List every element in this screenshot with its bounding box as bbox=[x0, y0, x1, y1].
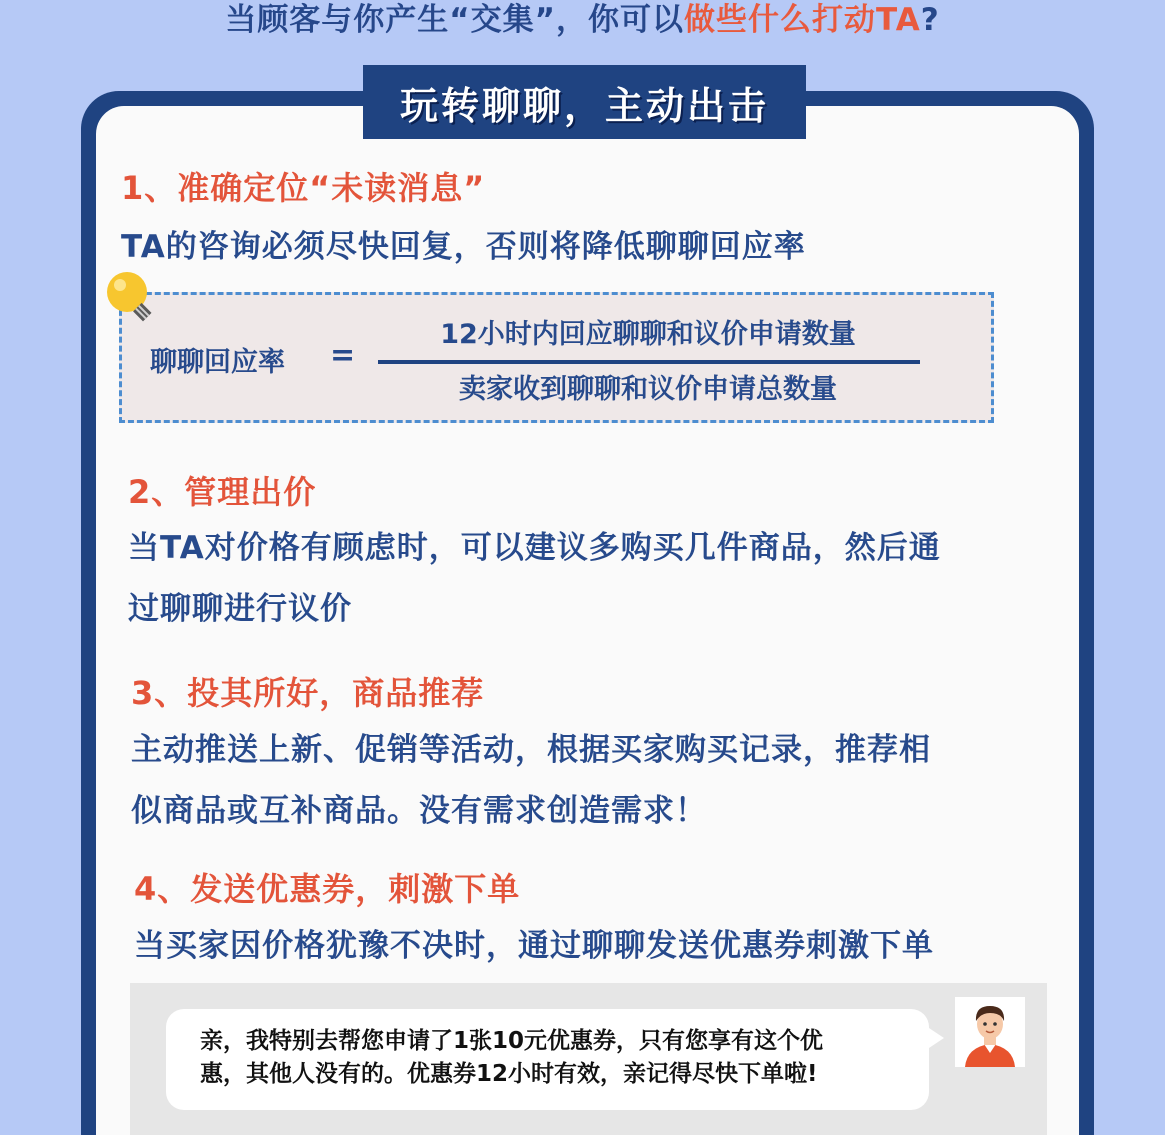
chat-message-line-2: 惠，其他人没有的。优惠券12小时有效，亲记得尽快下单啦! bbox=[200, 1061, 818, 1087]
section-3-heading: 3、投其所好，商品推荐 bbox=[131, 674, 485, 712]
top-question-part1: 当顾客与你产生“交集”，你可以 bbox=[225, 2, 685, 38]
fraction-bar bbox=[378, 360, 920, 364]
card-title: 玩转聊聊，主动出击 bbox=[363, 65, 806, 139]
top-question-part2: ? bbox=[920, 2, 940, 38]
section-3-body-line-1: 主动推送上新、促销等活动，根据买家购买记录，推荐相 bbox=[131, 732, 931, 768]
section-1-body-line-1: TA的咨询必须尽快回复，否则将降低聊聊回应率 bbox=[121, 229, 806, 265]
top-question-accent: 做些什么打动TA bbox=[684, 2, 921, 38]
section-2-body bbox=[128, 518, 941, 640]
section-4-body-line-1: 当买家因价格犹豫不决时，通过聊聊发送优惠券刺激下单 bbox=[134, 928, 934, 964]
formula-lhs: 聊聊回应率 bbox=[150, 347, 285, 378]
section-4-body bbox=[134, 916, 934, 977]
seller-avatar-icon bbox=[955, 997, 1025, 1067]
section-1-body bbox=[121, 217, 806, 278]
formula-equals: = bbox=[330, 338, 356, 373]
formula-denominator: 卖家收到聊聊和议价申请总数量 bbox=[459, 374, 837, 405]
section-3-body-line-2: 似商品或互补商品。没有需求创造需求！ bbox=[131, 793, 707, 829]
section-2-body-line-2: 过聊聊进行议价 bbox=[128, 591, 352, 627]
section-2-heading: 2、管理出价 bbox=[128, 473, 317, 511]
chat-bubble-tail bbox=[926, 1026, 944, 1050]
section-1-heading: 1、准确定位“未读消息” bbox=[121, 169, 486, 207]
top-question bbox=[0, 0, 1165, 39]
chat-bubble bbox=[166, 1009, 929, 1110]
section-4-heading: 4、发送优惠券，刺激下单 bbox=[134, 870, 521, 908]
section-3-body bbox=[131, 720, 931, 842]
lightbulb-icon bbox=[103, 270, 163, 330]
formula-numerator: 12小时内回应聊聊和议价申请数量 bbox=[440, 319, 856, 350]
section-2-body-line-1: 当TA对价格有顾虑时，可以建议多购买几件商品，然后通 bbox=[128, 530, 941, 566]
chat-message-line-1: 亲，我特别去帮您申请了1张10元优惠券，只有您享有这个优 bbox=[200, 1028, 824, 1054]
